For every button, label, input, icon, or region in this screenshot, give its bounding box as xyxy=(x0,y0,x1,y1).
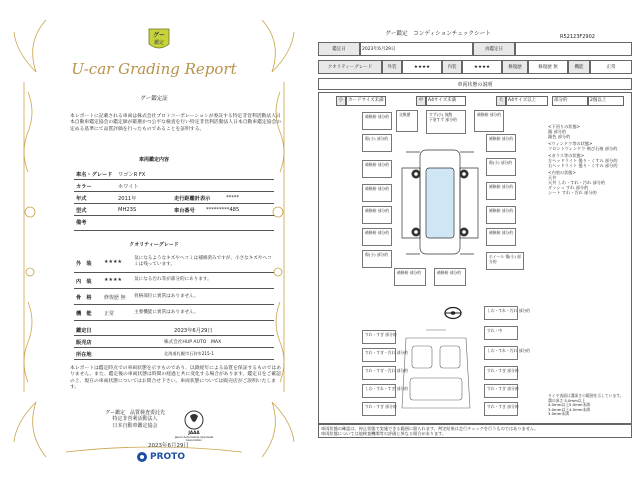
quality-section-heading: クオリティーグレード xyxy=(129,242,179,248)
interior-box-1: すれ・すぎ 部分的 xyxy=(362,330,396,344)
date-row: 鑑定日 2023年6月29日 再鑑定日 xyxy=(318,42,632,56)
damage-box-right-2: 傷(小) 部分的 xyxy=(486,158,516,176)
footer-row-address: 所在地 北海道札幌市石狩市215-1 xyxy=(74,348,274,360)
quality-row-function: 機 能 正常 主要機能に異常はありません。 xyxy=(74,306,274,321)
ornamental-border xyxy=(6,12,302,465)
jaaa-label: JAAA xyxy=(188,430,200,435)
interior-box-4: しわ・すれ・すぎ 部分的 xyxy=(362,384,396,398)
quality-row-frame: 骨 格 修復歴 無 骨格部位に異常はありません。 xyxy=(74,290,274,305)
quality-row-interior: 内 装 ★★★★ 気になる汚れ等が部分的にあります。 xyxy=(74,274,274,289)
damage-box-left-5: 補修跡 部分的 xyxy=(362,206,392,224)
footer-row-dealer: 販売店 株式会社HUP AUTO MAX xyxy=(74,336,274,348)
damage-box-top-2: すず(小) 放散 下塗すず 部分的 xyxy=(426,110,466,134)
damage-box-right-3: 補修跡 部分的 xyxy=(486,182,516,200)
damage-box-left-4: 補修跡 部分的 xyxy=(362,184,392,202)
damage-box-top-3: 補修跡 部分的 xyxy=(474,110,504,132)
size-legend: 小 カードサイズ未満 中 A4サイズ未満 大 A4サイズ以上 xyxy=(336,96,548,106)
tire-note: タイヤ表面は溝深さの範囲を示しています。 溝の深さ 5.0mm以上 4.0mm以上5.0mm未満 3.0mm以上4.0mm未満 3.0mm未満 xyxy=(548,393,624,417)
interior-box-2: すれ・すぎ・汚れ 部分的 xyxy=(362,348,396,362)
damage-box-top-1: 交換歴 xyxy=(396,110,418,132)
grading-certificate xyxy=(6,12,302,465)
sheet-disclaimer: 車両状態の確認は、停止状態で実施できる範囲に限られます。判定結果は走行チェックを行うものではありません。 車両状態については他検査機関等の評価と異なる場合があります。 xyxy=(318,424,632,438)
count-legend: 部分的 2個以上 xyxy=(552,96,624,106)
condition-notes: <下回りの状態> 錆 部分的 錆色 部分的 <ウィンドウ等の状態> フロントウィンドウ 飛び石痕 部分的 <ガラス等の状態> 左ヘッドライト 曇り・くすみ 部分的 右ヘッドライト 曇り・くすみ 部分的 <内装の状態> 天井 天井 しわ・すれ・汚れ 部分的 ダッシュ すれ 部分的 シート すれ・汚れ 部分的 xyxy=(548,124,618,195)
damage-box-bottom-1: 補修跡 部分的 xyxy=(394,268,426,286)
damage-box-bottom-2: 補修跡 部分的 xyxy=(434,268,466,286)
vehicle-row-remarks: 備考 xyxy=(74,216,274,231)
certificate-date-stamp: 2023年6月29日 xyxy=(148,443,189,449)
damage-box-left-3: 補修跡 部分的 xyxy=(362,160,392,178)
jaaa-subtitle: Japan Automobile Appraisal Association xyxy=(174,435,214,442)
vehicle-row-model: 型式 MH23S 車台番号 *********485 xyxy=(74,204,274,216)
vehicle-section-heading: 車両鑑定内容 xyxy=(138,157,169,163)
damage-box-right-6: ホイール 傷(小) 部分的 xyxy=(486,252,524,270)
interior-box-6: しわ・すれ・汚れ 部分的 xyxy=(484,306,518,320)
certificate-script-title: U-car Grading Report xyxy=(71,60,237,78)
vehicle-row-name: 車名・グレード ワゴンR FX xyxy=(74,168,274,180)
interior-box-9: すれ・すぎ 部分的 xyxy=(484,366,518,380)
interior-box-10: すれ・すぎ 部分的 xyxy=(484,384,518,398)
certificate-subtitle: グー鑑定証 xyxy=(140,96,168,102)
quality-row-exterior: 外 装 ★★★★ 気になるようなキズやヘコミは補修済みですが、小さなキズやヘコミは残っています。 xyxy=(74,254,274,273)
steering-wheel-icon xyxy=(444,306,462,320)
document-id: R52123F2902 xyxy=(560,34,595,40)
interior-box-11: すれ・すぎ 部分的 xyxy=(484,402,518,416)
certificate-notice: 本レポートは鑑定時点での車両状態を示すものであり、以降経年による品質を保証するものではありません。また、鑑定後の車両状態は時間の経過と共に変化する場合があります。鑑定日をご確認の上、現在の車両状態についてはお問合せ下さい。車両状態については販売店がご説明いたします。 xyxy=(70,366,282,391)
certificate-intro: 本レポートに記載される車両は株式会社プロトコーポレーションが委託する特定非営利活動法人日本自動車鑑定協会の鑑定師が厳選かつ公平な検査を行い特定非営利活動法人日本自動車鑑定協会の定める基準にて品質評価を行ったものであることを証明する。 xyxy=(70,114,282,132)
state-title-bar: 車両状態の説明 xyxy=(318,78,632,90)
svg-text:グー: グー xyxy=(152,32,166,39)
car-exterior-diagram xyxy=(398,138,482,268)
vehicle-row-color: カラー ホワイト xyxy=(74,180,274,192)
svg-text:鑑定: 鑑定 xyxy=(153,40,165,46)
interior-box-5: すれ・すぎ 部分的 xyxy=(362,402,396,416)
damage-box-left-6: 補修跡 部分的 xyxy=(362,228,392,246)
interior-box-7: すれ・中 xyxy=(484,326,518,340)
car-interior-diagram xyxy=(396,328,476,416)
sheet-title: グー鑑定 コンディションチェックシート xyxy=(385,31,491,37)
goo-kantei-logo xyxy=(146,26,172,52)
vehicle-row-year: 年式 2011年 走行距離計表示 ***** xyxy=(74,192,274,204)
damage-box-right-5: 補修跡 部分的 xyxy=(486,228,516,246)
footer-row-date: 鑑定日 2023年6月29日 xyxy=(74,324,274,336)
inspection-agency: グー鑑定 品質検査委託先 特定非営利活動法人 日本自動車鑑定協会 xyxy=(104,410,165,429)
damage-box-right-4: 補修跡 部分的 xyxy=(486,206,516,224)
proto-mark-icon xyxy=(136,451,148,463)
jaaa-emblem xyxy=(176,408,212,444)
quality-grade-row: クオリティーグレード 外装 ★★★★ 内装 ★★★★ 修復歴 修復歴 無 機能 正常 xyxy=(318,60,632,74)
damage-box-left-2: 傷(小) 部分的 xyxy=(362,134,392,152)
damage-box-right-1: 補修跡 部分的 xyxy=(486,134,516,152)
interior-box-8: しわ・すれ・汚れ 部分的 xyxy=(484,346,518,360)
interior-box-3: すれ・すぎ・汚れ 部分的 xyxy=(362,366,396,380)
damage-box-left-1: 補修跡 部分的 xyxy=(362,112,392,130)
damage-box-left-7: 傷(小) 部分的 xyxy=(362,250,392,268)
proto-logo: PROTO xyxy=(136,450,185,464)
